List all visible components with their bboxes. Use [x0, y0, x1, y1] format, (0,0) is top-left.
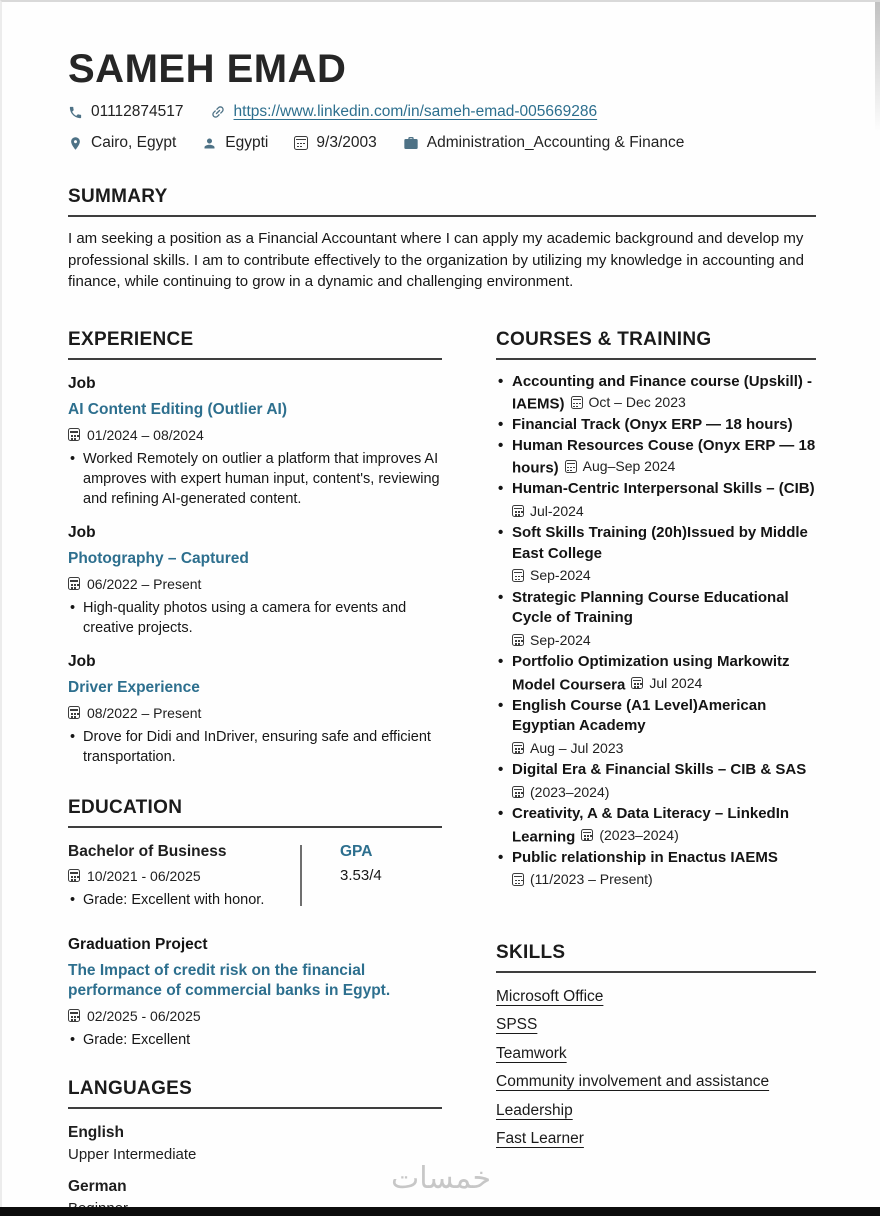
- job-label: Job: [68, 652, 96, 670]
- job-label: Job: [68, 523, 96, 541]
- calendar-icon: [512, 569, 524, 582]
- calendar-icon: [571, 396, 583, 409]
- birthdate-text: 9/3/2003: [316, 134, 377, 151]
- courses-heading: COURSES & TRAINING: [496, 329, 816, 360]
- course-title: Public relationship in Enactus IAEMS: [512, 848, 778, 866]
- calendar-icon: [512, 505, 524, 518]
- calendar-icon: [68, 428, 80, 441]
- skill-item: [496, 1016, 816, 1034]
- education-section: [68, 797, 442, 1050]
- degree-dateline: [68, 868, 300, 884]
- left-column: [68, 329, 442, 1217]
- calendar-icon: [512, 742, 524, 755]
- calendar-icon: [512, 634, 524, 647]
- skill-link[interactable]: Fast Learner: [496, 1130, 584, 1147]
- course-item: [496, 696, 816, 759]
- course-title: Digital Era & Financial Skills – CIB & SAS: [512, 761, 807, 778]
- courses-section: [496, 329, 816, 890]
- job-date: 01/2024 – 08/2024: [87, 426, 204, 443]
- field-item: [403, 134, 685, 152]
- skill-item: [496, 1102, 816, 1120]
- skill-link[interactable]: Community involvement and assistance: [496, 1073, 770, 1090]
- course-item: [496, 760, 816, 802]
- project-label: Graduation Project: [68, 935, 208, 953]
- skills-list: [496, 988, 816, 1149]
- course-date: Jul-2024: [512, 501, 816, 522]
- course-date: (2023–2024): [512, 782, 816, 803]
- job-dateline: [68, 705, 442, 721]
- calendar-icon: [565, 460, 577, 473]
- experience-section: [68, 329, 442, 767]
- calendar-icon: [68, 706, 80, 719]
- job-title: Driver Experience: [68, 678, 200, 696]
- course-date: Aug – Jul 2023: [512, 738, 816, 759]
- phone-number: 01112874517: [91, 103, 184, 120]
- course-date: (2023–2024): [581, 825, 678, 846]
- calendar-icon: [512, 786, 524, 799]
- project-dateline: [68, 1008, 442, 1024]
- experience-heading: EXPERIENCE: [68, 329, 442, 360]
- language-level: Upper Intermediate: [68, 1145, 197, 1163]
- course-title: Creativity, A & Data Literacy – LinkedIn Learning: [512, 805, 790, 845]
- project-date: 02/2025 - 06/2025: [87, 1007, 201, 1024]
- calendar-icon: [68, 869, 80, 882]
- nationality-text: Egypti: [225, 134, 269, 151]
- skills-heading: SKILLS: [496, 942, 816, 973]
- experience-entry: [68, 653, 442, 767]
- gpa-block: [302, 843, 382, 910]
- course-item: [496, 588, 816, 651]
- right-column: [496, 329, 816, 1159]
- course-item: [496, 652, 816, 696]
- location-item: [68, 134, 176, 152]
- header: [68, 48, 816, 152]
- summary-section: [68, 186, 816, 293]
- calendar-icon: [512, 873, 524, 886]
- course-item: [496, 436, 816, 480]
- gpa-value: 3.53/4: [340, 866, 382, 884]
- person-icon: [202, 136, 217, 151]
- skill-item: [496, 988, 816, 1006]
- education-entry: [68, 843, 442, 910]
- job-dateline: [68, 427, 442, 443]
- skill-link[interactable]: SPSS: [496, 1016, 538, 1033]
- project-grade: • Grade: Excellent: [68, 1030, 442, 1050]
- courses-list: [496, 372, 816, 890]
- field-text: Administration_Accounting & Finance: [426, 134, 685, 151]
- course-title: Human Resources Couse (Onyx ERP — 18 hours): [512, 436, 816, 477]
- experience-entry: [68, 524, 442, 638]
- calendar-icon: [631, 677, 643, 690]
- linkedin-link[interactable]: https://www.linkedin.com/in/sameh-emad-005669286: [233, 103, 598, 120]
- job-bullet: • Drove for Didi and InDriver, ensuring safe and efficient transportation.: [68, 727, 442, 767]
- course-date: Sep-2024: [512, 630, 816, 651]
- job-date: 08/2022 – Present: [87, 704, 202, 721]
- course-item: [496, 848, 816, 890]
- two-column-layout: [68, 329, 816, 1217]
- languages-heading: LANGUAGES: [68, 1078, 442, 1109]
- job-dateline: [68, 576, 442, 592]
- summary-text: I am seeking a position as a Financial Accountant where I can apply my academic background and develop my professional skills. I am to contribute effectively to the organization by utilizing my knowledge in accounting and finance, while continuing to grow in a dynamic and challenging environment.: [68, 230, 804, 290]
- job-title: Photography – Captured: [68, 549, 249, 567]
- course-title: Accounting and Finance course (Upskill) - IAEMS): [512, 372, 813, 413]
- contact-row-1: [68, 103, 816, 121]
- course-title: Strategic Planning Course Educational Cycle of Training: [512, 588, 789, 626]
- job-bullets: [68, 727, 442, 767]
- degree-title: Bachelor of Business: [68, 842, 227, 860]
- course-title: Human-Centric Interpersonal Skills – (CIB): [512, 480, 815, 497]
- skills-section: [496, 942, 816, 1149]
- calendar-icon: [68, 577, 80, 590]
- job-label: Job: [68, 374, 96, 392]
- job-bullets: [68, 449, 442, 509]
- course-title: English Course (A1 Level)American Egyptian Academy: [512, 696, 767, 734]
- job-bullet: • High-quality photos using a camera for events and creative projects.: [68, 598, 442, 638]
- language-item: [68, 1124, 442, 1163]
- degree-bullets: [68, 890, 300, 910]
- gpa-label: GPA: [340, 842, 373, 860]
- job-bullet: • Worked Remotely on outlier a platform that improves AI amproves with expert human input, content's, reviewing and refining AI-generated content.: [68, 449, 442, 509]
- skill-link[interactable]: Leadership: [496, 1101, 573, 1119]
- skill-item: [496, 1045, 816, 1063]
- skill-item: [496, 1073, 816, 1091]
- project-bullets: [68, 1030, 442, 1050]
- summary-heading: SUMMARY: [68, 186, 816, 217]
- course-item: [496, 523, 816, 586]
- language-name: English: [68, 1123, 124, 1141]
- course-date: Sep-2024: [512, 565, 816, 586]
- job-date: 06/2022 – Present: [87, 575, 202, 592]
- phone-item: [68, 103, 184, 121]
- course-title: Soft Skills Training (20h)Issued by Middle East College: [512, 524, 808, 562]
- graduation-project: [68, 936, 442, 1050]
- skill-link[interactable]: Microsoft Office: [496, 987, 604, 1005]
- contact-row-2: [68, 134, 816, 152]
- language-name: German: [68, 1177, 127, 1195]
- degree-date: 10/2021 - 06/2025: [87, 867, 201, 884]
- linkedin-item: [210, 103, 598, 121]
- course-item: [496, 804, 816, 848]
- skill-item: [496, 1130, 816, 1148]
- watermark: خمسات: [390, 1162, 492, 1195]
- course-title: Portfolio Optimization using Markowitz Model Coursera: [512, 653, 790, 693]
- birthdate-item: [294, 134, 376, 152]
- degree-grade: • Grade: Excellent with honor.: [68, 890, 300, 910]
- calendar-icon: [68, 1009, 80, 1022]
- skill-link[interactable]: Teamwork: [496, 1044, 567, 1062]
- education-heading: EDUCATION: [68, 797, 442, 828]
- course-date: Aug–Sep 2024: [565, 456, 676, 477]
- page-bottom-edge: [0, 1207, 880, 1216]
- calendar-icon: [581, 829, 593, 842]
- course-item: [496, 479, 816, 521]
- nationality-item: [202, 134, 268, 152]
- course-date: Oct – Dec 2023: [571, 392, 686, 413]
- location-pin-icon: [68, 136, 83, 151]
- phone-icon: [68, 105, 83, 120]
- location-text: Cairo, Egypt: [91, 134, 177, 151]
- course-item: [496, 372, 816, 416]
- job-title: AI Content Editing (Outlier AI): [68, 400, 287, 418]
- project-title: The Impact of credit risk on the financial performance of commercial banks in Egypt.: [68, 961, 391, 999]
- job-bullets: [68, 598, 442, 638]
- course-item: [496, 415, 816, 436]
- name-title: SAMEH EMAD: [68, 47, 347, 91]
- degree-block: [68, 843, 300, 910]
- course-title: Financial Track (Onyx ERP — 18 hours): [512, 416, 793, 433]
- experience-entry: [68, 375, 442, 509]
- link-icon: [210, 104, 226, 120]
- course-date: (11/2023 – Present): [512, 869, 816, 890]
- profession-icon: [403, 135, 419, 151]
- course-date: Jul 2024: [631, 673, 702, 694]
- calendar-icon: [294, 136, 308, 150]
